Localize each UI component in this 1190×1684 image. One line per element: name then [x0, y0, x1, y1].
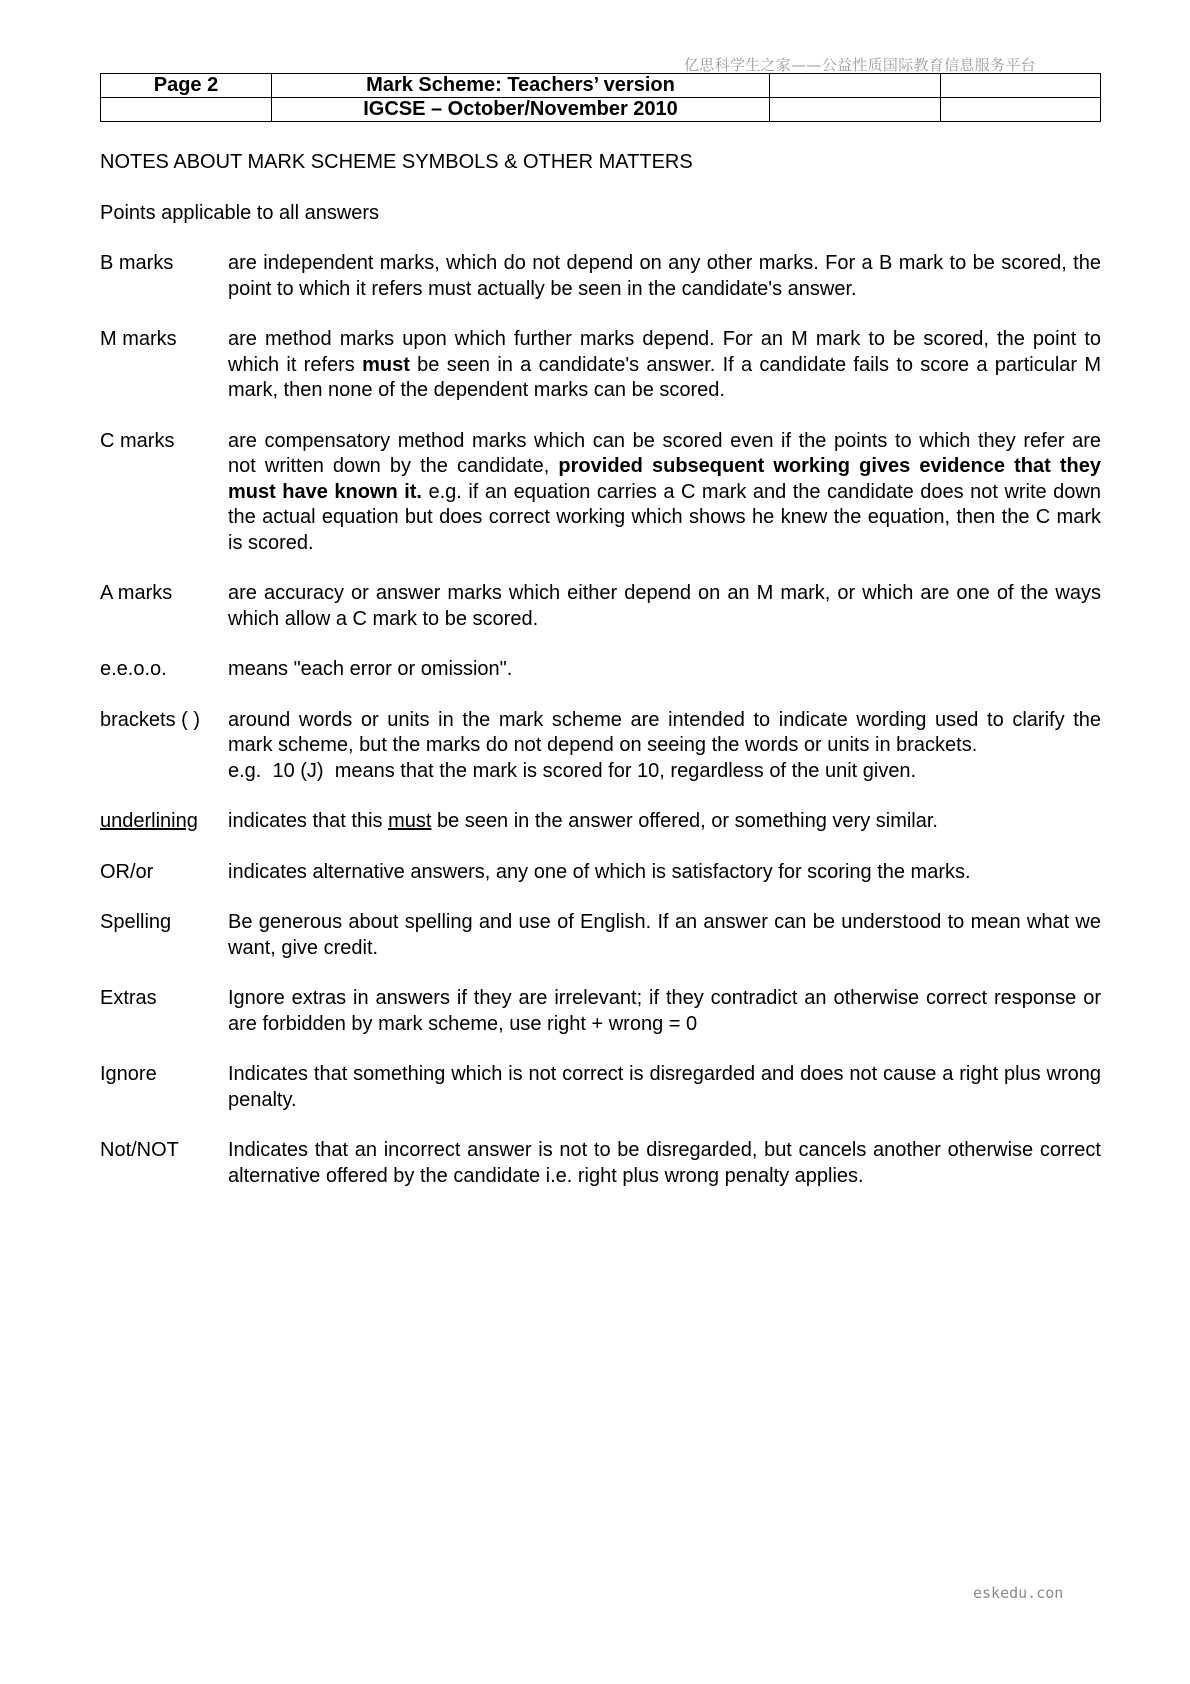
definition-text: around words or units in the mark scheme are intended to indicate wording used to clarify the mark scheme, but the marks do not depend on seeing the words or units in brackets.: [228, 708, 1101, 756]
notes-title: NOTES ABOUT MARK SCHEME SYMBOLS & OTHER MATTERS: [100, 151, 693, 173]
header-title: Mark Scheme: Teachers’ version: [272, 74, 770, 98]
entry-a-marks: [100, 581, 1101, 632]
page-number: Page 2: [101, 74, 272, 98]
entry-definition: are accuracy or answer marks which either depend on an M mark, or which are one of the ways which allow a C mark to be scored.: [228, 582, 1101, 630]
entry-brackets: [100, 708, 1101, 785]
definition-text: indicates that this: [228, 810, 389, 832]
entry-term: underlining: [100, 810, 198, 832]
watermark-top: 亿思科学生之家——公益性质国际教育信息服务平台: [684, 56, 1036, 74]
header-empty-cell: [101, 98, 272, 122]
definition-bold: must: [362, 353, 410, 376]
entry-spelling: [100, 910, 1101, 961]
entry-definition: Be generous about spelling and use of English. If an answer can be understood to mean what we want, give credit.: [228, 911, 1101, 959]
header-empty-cell: [941, 98, 1101, 122]
entry-term: Extras: [100, 987, 157, 1009]
entry-definition: [228, 429, 1101, 557]
entry-m-marks: [100, 327, 1101, 404]
entry-definition: are independent marks, which do not depend on any other marks. For a B mark to be scored, the point to which it refers must actually be seen in the candidate's answer.: [228, 252, 1101, 300]
definition-example: e.g. 10 (J) means that the mark is scored for 10, regardless of the unit given.: [228, 759, 917, 782]
definition-text: are method marks upon which further marks depend. For an M mark to be scored, the point to which it refers: [228, 328, 1101, 376]
entry-term: B marks: [100, 252, 174, 274]
entry-definition: [228, 708, 1101, 785]
definition-text: are compensatory method marks which can be scored even if the points to which they refer are not written down by the candidate,: [228, 429, 1101, 477]
entry-definition: [228, 327, 1101, 404]
points-title: Points applicable to all answers: [100, 201, 380, 224]
header-table: [100, 73, 1101, 122]
header-row-2: [101, 98, 1101, 122]
entry-term: Spelling: [100, 911, 172, 933]
definition-underlined: must: [388, 810, 432, 832]
entry-term: Not/NOT: [100, 1139, 179, 1161]
entry-term: Ignore: [100, 1063, 157, 1085]
entry-c-marks: [100, 429, 1101, 557]
definition-text: be seen in a candidate's answer. If a candidate fails to score a particular M mark, then none of the dependent marks can be scored.: [228, 353, 1101, 401]
entry-eeoo: [100, 657, 1101, 683]
entry-definition: Indicates that an incorrect answer is not to be disregarded, but cancels another otherwise correct alternative offered by the candidate i.e. right plus wrong penalty applies.: [228, 1139, 1101, 1187]
definition-bold: provided subsequent working gives evidence that they must have known it.: [228, 455, 1101, 503]
entry-or: [100, 860, 1101, 886]
header-row-1: [101, 74, 1101, 98]
entry-term: A marks: [100, 582, 173, 604]
entry-ignore: [100, 1062, 1101, 1113]
header-empty-cell: [770, 98, 941, 122]
definition-text: e.g. if an equation carries a C mark and the candidate does not write down the actual equation but does correct working which shows he knew the equation, then the C mark is scored.: [228, 480, 1101, 554]
entry-term: e.e.o.o.: [100, 658, 167, 680]
entry-definition: Indicates that something which is not correct is disregarded and does not cause a right plus wrong penalty.: [228, 1063, 1101, 1111]
header-empty-cell: [941, 74, 1101, 98]
watermark-bottom: eskedu.con: [973, 1584, 1064, 1602]
entry-term: C marks: [100, 429, 175, 452]
notes-content: [100, 150, 1101, 1214]
entry-term: OR/or: [100, 860, 154, 883]
header-subtitle: IGCSE – October/November 2010: [272, 98, 770, 122]
entry-definition: indicates alternative answers, any one of which is satisfactory for scoring the marks.: [228, 860, 971, 883]
header-empty-cell: [770, 74, 941, 98]
entry-definition: means "each error or omission".: [228, 658, 513, 680]
entry-term: brackets ( ): [100, 708, 201, 731]
entry-not: [100, 1138, 1101, 1189]
entry-b-marks: [100, 251, 1101, 302]
entry-definition: Ignore extras in answers if they are irrelevant; if they contradict an otherwise correct response or are forbidden by mark scheme, use right + wrong = 0: [228, 987, 1101, 1035]
entry-underlining: [100, 809, 1101, 835]
entry-term: M marks: [100, 328, 177, 350]
entry-definition: [228, 809, 1101, 835]
entry-extras: [100, 986, 1101, 1037]
definition-text: be seen in the answer offered, or something very similar.: [431, 810, 938, 832]
